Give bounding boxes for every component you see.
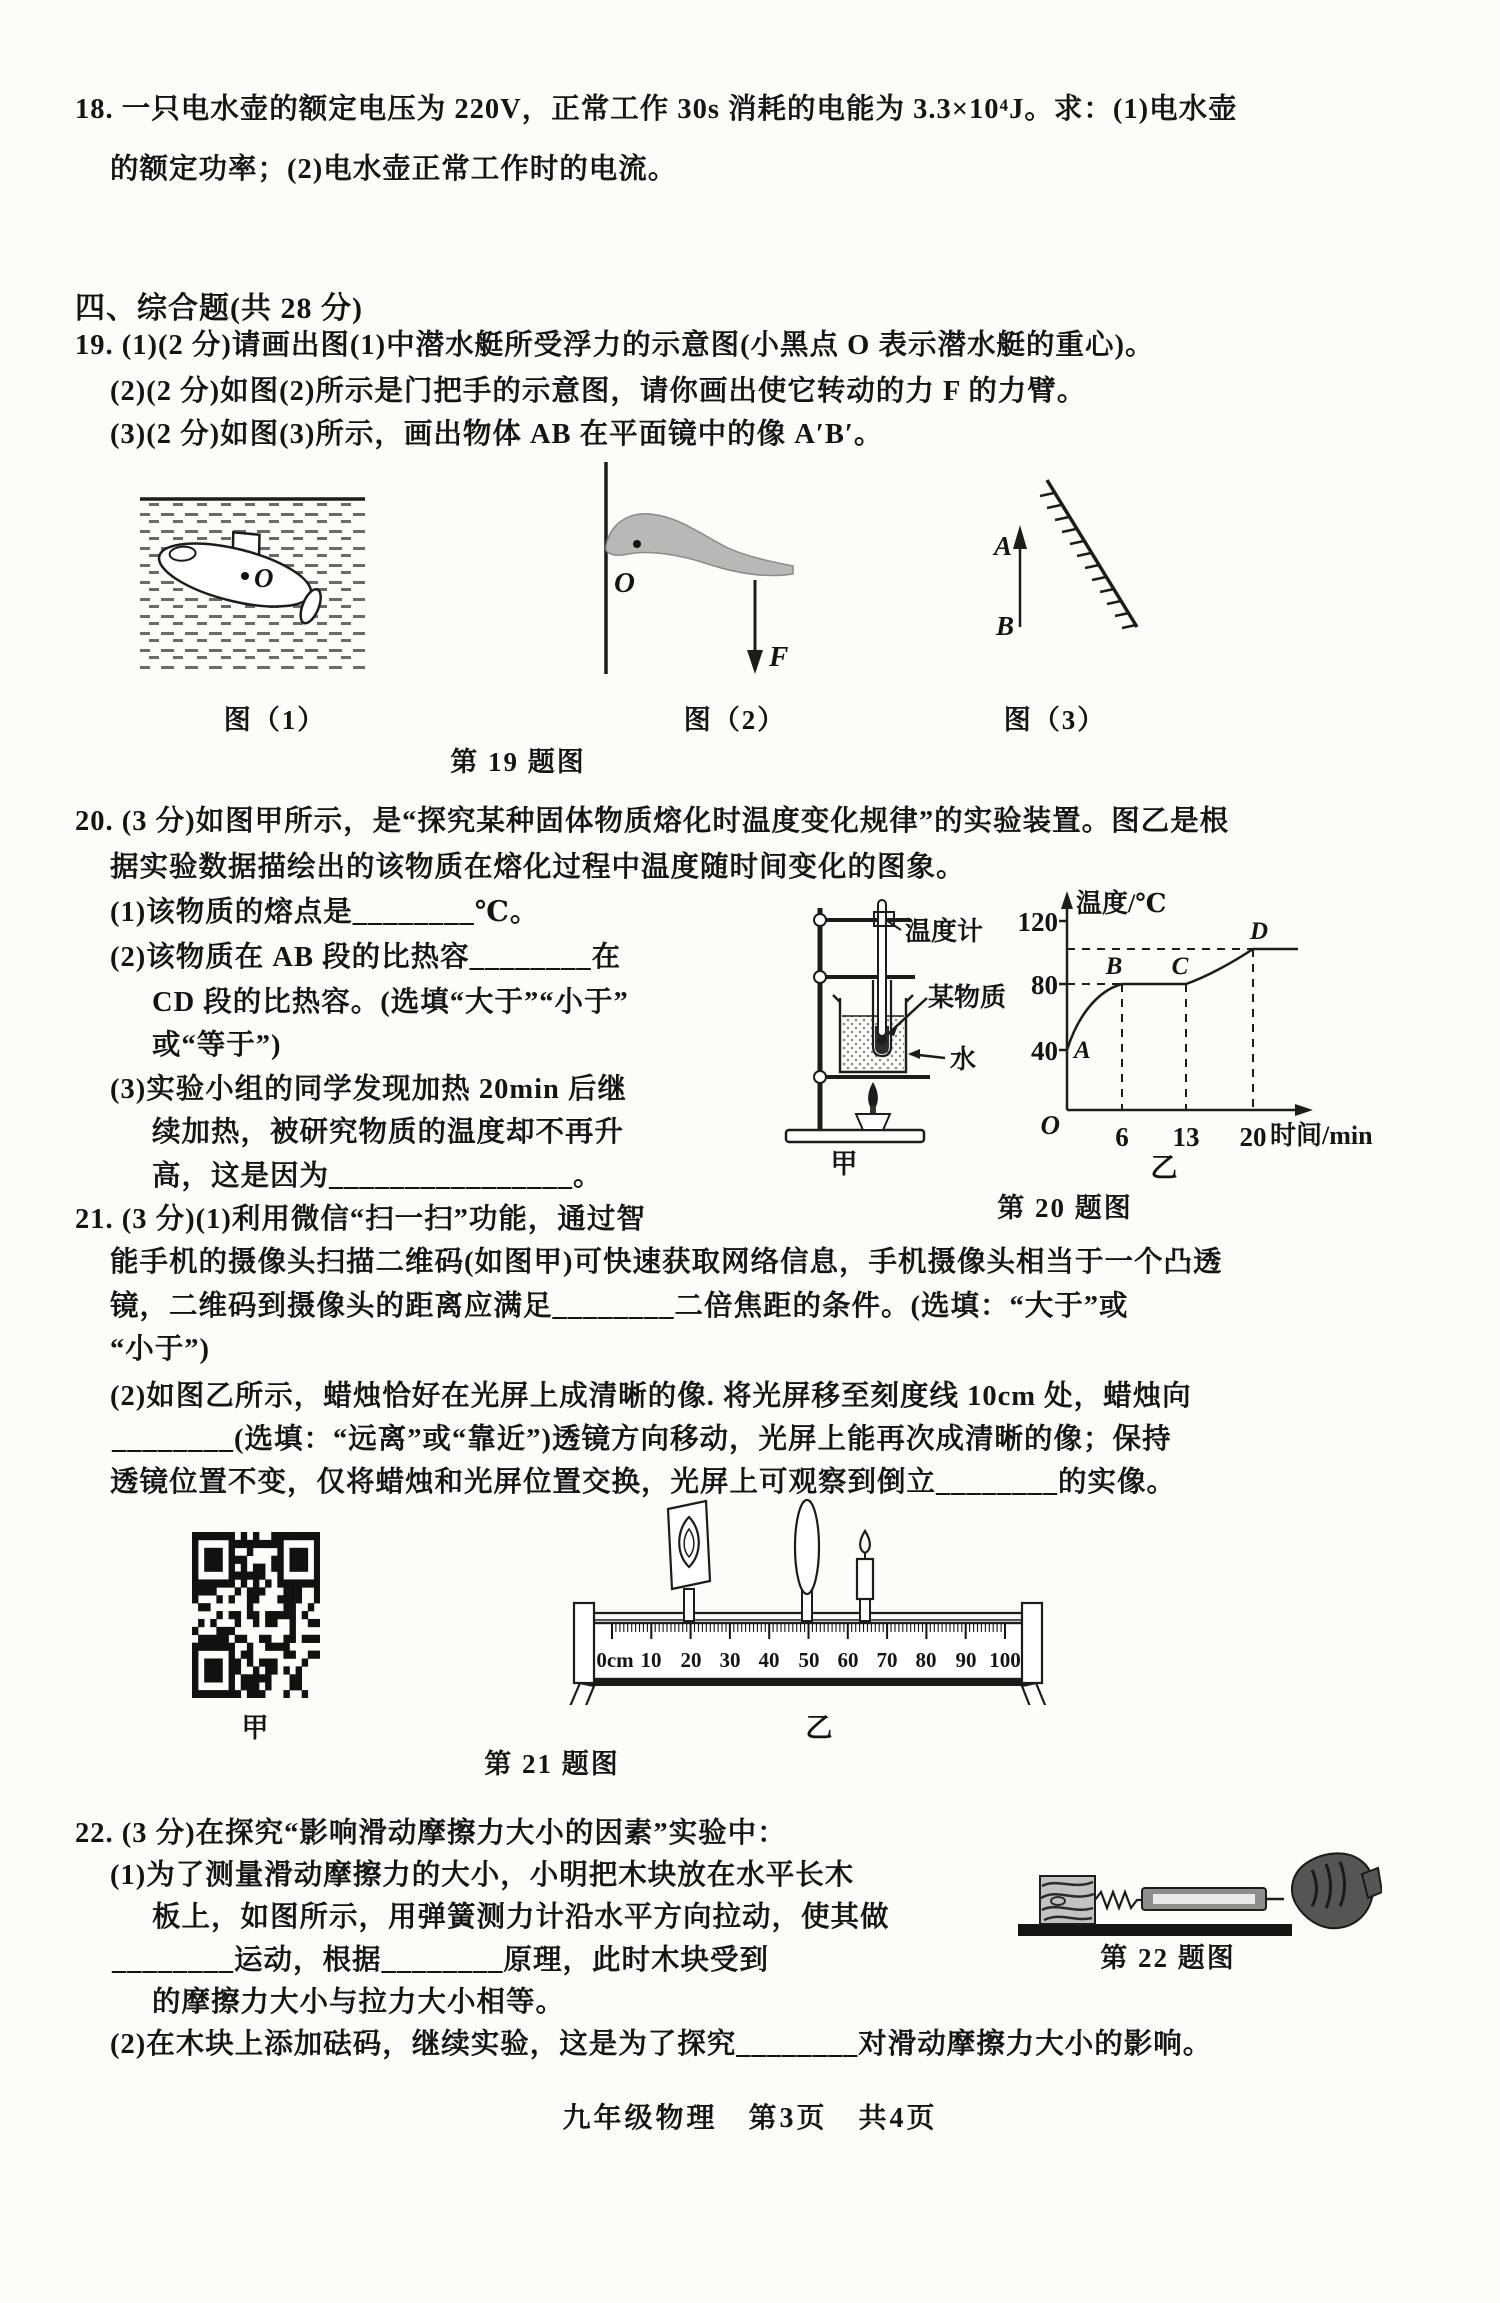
- ruler-70: 70: [876, 1648, 898, 1672]
- figure-19-submarine: [135, 490, 370, 680]
- water-leader-arrowhead: [908, 1049, 920, 1059]
- melting-graph: [1059, 891, 1313, 1116]
- question-21-line-1: 21. (3 分)(1)利用微信“扫一扫”功能，通过智: [75, 1204, 646, 1235]
- question-18-line-1: 18. 一只电水壶的额定电压为 220V，正常工作 30s 消耗的电能为 3.3×10⁴J。求：(1)电水壶: [75, 94, 1238, 125]
- question-21-line-5: (2)如图乙所示，蜡烛恰好在光屏上成清晰的像. 将光屏移至刻度线 10cm 处，蜡烛向: [110, 1381, 1192, 1412]
- candle: [857, 1531, 873, 1621]
- figure-21-optical-bench: [560, 1495, 1060, 1705]
- water-label: 水: [950, 1045, 977, 1074]
- ruler-50: 50: [798, 1648, 820, 1672]
- xtick-13: 13: [1172, 1122, 1200, 1152]
- point-d-label: D: [1249, 918, 1269, 945]
- graph-ylabel: 温度/℃: [1076, 889, 1167, 918]
- pivot-dot: [633, 540, 641, 548]
- center-of-gravity-dot: [241, 572, 249, 580]
- question-21-line-7: 透镜位置不变，仅将蜡烛和光屏位置交换，光屏上可观察到倒立________的实像。: [110, 1467, 1177, 1498]
- question-22-line-6: (2)在木块上添加砝码，继续实验，这是为了探究________对滑动摩擦力大小的影响。: [110, 2029, 1213, 2060]
- question-19-line-2: (2)(2 分)如图(2)所示是门把手的示意图，请你画出使它转动的力 F 的力臂。: [110, 376, 1087, 407]
- alcohol-burner: [856, 1082, 890, 1130]
- object-a-label: A: [993, 531, 1012, 561]
- question-22-line-3: 板上，如图所示，用弹簧测力计沿水平方向拉动，使其做: [152, 1902, 890, 1933]
- handle-o-label: O: [614, 567, 635, 599]
- question-21-line-6: ________(选填：“远离”或“靠近”)透镜方向移动，光屏上能再次成清晰的像；保持: [112, 1424, 1172, 1455]
- question-21-line-3: 镜，二维码到摄像头的距离应满足________二倍焦距的条件。(选填：“大于”或: [110, 1291, 1129, 1322]
- figure-20-apparatus-and-graph: [770, 878, 1390, 1178]
- question-19-line-1: 19. (1)(2 分)请画出图(1)中潜水艇所受浮力的示意图(小黑点 O 表示潜水艇的重心)。: [75, 330, 1155, 361]
- ruler-10: 10: [640, 1648, 662, 1672]
- question-21-line-4: “小于”): [110, 1334, 210, 1365]
- fig19-1-caption: 图（1）: [223, 705, 327, 735]
- fig19-3-caption: 图（3）: [1003, 705, 1107, 735]
- question-21-line-2: 能手机的摄像头扫描二维码(如图甲)可快速获取网络信息，手机摄像头相当于一个凸透: [110, 1247, 1223, 1278]
- ruler-40: 40: [758, 1648, 780, 1672]
- wooden-board: [1018, 1924, 1292, 1936]
- xtick-20: 20: [1239, 1122, 1267, 1152]
- question-20-line-6: 或“等于”): [152, 1030, 282, 1061]
- ytick-80: 80: [1031, 970, 1058, 1000]
- convex-lens: [795, 1500, 819, 1621]
- ruler-100: 100: [989, 1648, 1021, 1672]
- point-b-label: B: [1105, 953, 1123, 980]
- fig19-2-caption: 图（2）: [683, 705, 787, 735]
- qr-code-image: [192, 1532, 320, 1698]
- thermometer-label: 温度计: [905, 917, 984, 946]
- fig22-caption: 第 22 题图: [1100, 1943, 1236, 1973]
- ytick-120: 120: [1017, 907, 1058, 937]
- mirror-line: [1047, 480, 1137, 627]
- question-20-line-8: 续加热，被研究物质的温度却不再升: [152, 1117, 625, 1148]
- fig21-qr-caption: 甲: [241, 1713, 271, 1743]
- fig20-right-caption: 乙: [1150, 1153, 1180, 1183]
- question-20-line-7: (3)实验小组的同学发现加热 20min 后继: [110, 1074, 627, 1105]
- spring-scale: [1142, 1888, 1284, 1910]
- figure-19-plane-mirror: [968, 455, 1158, 680]
- fig20-left-caption: 甲: [830, 1149, 860, 1179]
- substance-label: 某物质: [928, 983, 1007, 1012]
- ytick-40: 40: [1031, 1036, 1058, 1066]
- graph-xlabel: 时间/min: [1270, 1121, 1373, 1150]
- force-arrow-head: [747, 650, 763, 674]
- ruler-20: 20: [680, 1648, 702, 1672]
- question-20-line-4: (2)该物质在 AB 段的比热容________在: [110, 942, 622, 973]
- force-f-label: F: [769, 641, 789, 673]
- fig21-bench-caption: 乙: [805, 1713, 835, 1743]
- xtick-6: 6: [1115, 1122, 1129, 1152]
- question-19-line-3: (3)(2 分)如图(3)所示，画出物体 AB 在平面镜中的像 A′B′。: [110, 419, 884, 450]
- question-18-line-2: 的额定功率；(2)电水壶正常工作时的电流。: [110, 154, 678, 185]
- figure-22-friction-experiment: [1012, 1846, 1382, 1946]
- question-22-line-2: (1)为了测量滑动摩擦力的大小，小明把木块放在水平长木: [110, 1860, 855, 1891]
- question-20-line-9: 高，这是因为________________。: [152, 1161, 603, 1192]
- question-20-line-3: (1)该物质的熔点是________℃。: [110, 897, 540, 928]
- spring: [1095, 1892, 1142, 1908]
- object-b-label: B: [995, 611, 1014, 641]
- question-22-line-1: 22. (3 分)在探究“影响滑动摩擦力大小的因素”实验中：: [75, 1818, 787, 1849]
- question-20-line-2: 据实验数据描绘出的该物质在熔化过程中温度随时间变化的图象。: [110, 852, 966, 883]
- mirror-hatching: [1040, 493, 1136, 628]
- question-22-line-4: ________运动，根据________原理，此时木块受到: [112, 1945, 770, 1976]
- fig20-caption: 第 20 题图: [997, 1193, 1133, 1223]
- ruler-60: 60: [837, 1648, 859, 1672]
- hand: [1292, 1853, 1382, 1928]
- fig19-group-caption: 第 19 题图: [450, 747, 586, 777]
- ruler-30: 30: [719, 1648, 741, 1672]
- wood-block: [1040, 1876, 1095, 1924]
- object-arrow-head: [1013, 525, 1027, 549]
- submarine-o-label: O: [254, 563, 274, 593]
- ruler-0cm: 0cm: [596, 1648, 634, 1672]
- section-4-header: 四、综合题(共 28 分): [75, 292, 363, 325]
- point-c-label: C: [1171, 953, 1189, 980]
- ruler-80: 80: [915, 1648, 937, 1672]
- graph-origin-label: O: [1040, 1110, 1060, 1140]
- point-a-label: A: [1074, 1037, 1091, 1064]
- page-footer: 九年级物理 第3页 共4页: [562, 2103, 938, 2134]
- question-20-line-5: CD 段的比热容。(选填“大于”“小于”: [152, 987, 629, 1018]
- figure-19-door-handle: [588, 450, 808, 685]
- fig21-caption: 第 21 题图: [484, 1749, 620, 1779]
- light-screen: [668, 1501, 710, 1621]
- question-22-line-5: 的摩擦力大小与拉力大小相等。: [152, 1987, 566, 2018]
- question-20-line-1: 20. (3 分)如图甲所示，是“探究某种固体物质熔化时温度变化规律”的实验装置。图乙是根: [75, 806, 1230, 837]
- ruler-90: 90: [955, 1648, 977, 1672]
